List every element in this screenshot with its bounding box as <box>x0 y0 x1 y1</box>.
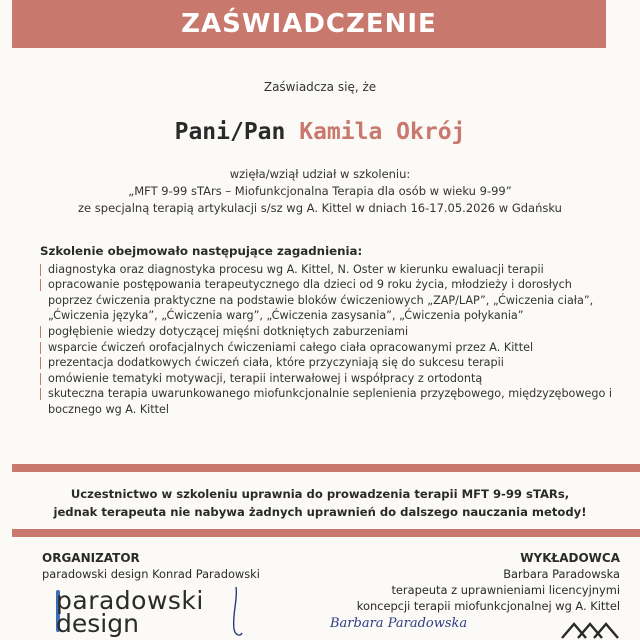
list-item: diagnostyka oraz diagnostyka procesu wg A. Kittel, N. Oster w kierunku ewaluacji terapii <box>40 262 615 278</box>
divider-top <box>12 464 640 472</box>
topics-list <box>40 262 615 418</box>
lecturer-block <box>290 550 620 614</box>
list-item: prezentacja dodatkowych ćwiczeń ciała, które przyczyniają się do sukcesu terapii <box>40 355 615 371</box>
list-item: skuteczna terapia uwarunkowanego miofunkcjonalnie seplenienia przyzębowego, międzyzębowego i bocznego wg A. Kittel <box>40 386 615 417</box>
lecturer-description-2: koncepcji terapii miofunkcjonalnej wg A. Kittel <box>356 599 620 613</box>
list-item: pogłębienie wiedzy dotyczącej mięśni dotkniętych zaburzeniami <box>40 324 615 340</box>
divider-bottom <box>12 529 640 537</box>
notice-text <box>0 485 640 521</box>
lecturer-signature: Barbara Paradowska <box>330 616 468 631</box>
header-band <box>12 0 606 48</box>
participation-text <box>0 166 640 217</box>
list-item: omówienie tematyki motywacji, terapii interwałowej i współpracy z ortodontą <box>40 371 615 387</box>
topics-title: Szkolenie obejmowało następujące zagadnienia: <box>40 244 363 258</box>
lecturer-title: WYKŁADOWCA <box>520 551 620 565</box>
lecturer-description-1: terapeuta z uprawnieniami licencyjnymi <box>391 583 620 597</box>
lecturer-name: Barbara Paradowska <box>503 567 620 581</box>
organizer-signature-icon <box>220 585 250 640</box>
participation-line-2: „MFT 9-99 sTArs – Miofunkcjonalna Terapia dla osób w wieku 9-99” <box>128 184 512 198</box>
recipient-salutation: Pani/Pan <box>174 119 286 145</box>
list-item: opracowanie postępowania terapeutycznego dla dzieci od 9 roku życia, młodzieży i dorosłych poprzez ćwiczenia praktyczne na podstawie bloków ćwiczeniowych „ZAP/LAP”, „Ćwiczenia ciała”, „Ćwiczenia języka”, „Ćwiczenia warg”, „Ćwiczenia zasysania”, „Ćwiczenia połykania” <box>40 277 615 324</box>
recipient-line <box>0 119 640 145</box>
stamp-logo-icon <box>560 620 620 640</box>
certifies-text: Zaświadcza się, że <box>263 80 377 94</box>
organizer-title: ORGANIZATOR <box>42 551 140 565</box>
list-item: wsparcie ćwiczeń orofacjalnych ćwiczeniami całego ciała opracowanymi przez A. Kittel <box>40 340 615 356</box>
notice-line-2: jednak terapeuta nie nabywa żadnych uprawnień do dalszego nauczania metody! <box>53 505 587 519</box>
logo-line-1: paradowski <box>56 586 204 615</box>
participation-line-1: wzięła/wziął udział w szkoleniu: <box>229 167 411 181</box>
recipient-name: Kamila Okrój <box>299 119 466 145</box>
organizer-logo <box>56 586 246 640</box>
topics-section <box>40 244 615 418</box>
participation-line-3: ze specjalną terapią artykulacji s/sz wg A. Kittel w dniach 16-17.05.2026 w Gdańsku <box>78 201 562 215</box>
notice-line-1: Uczestnictwo w szkoleniu uprawnia do prowadzenia terapii MFT 9-99 sTARs, <box>70 487 570 501</box>
logo-line-2: design <box>56 609 139 638</box>
document-title: ZAŚWIADCZENIE <box>181 9 437 39</box>
organizer-block <box>42 550 322 582</box>
organizer-name: paradowski design Konrad Paradowski <box>42 567 260 581</box>
